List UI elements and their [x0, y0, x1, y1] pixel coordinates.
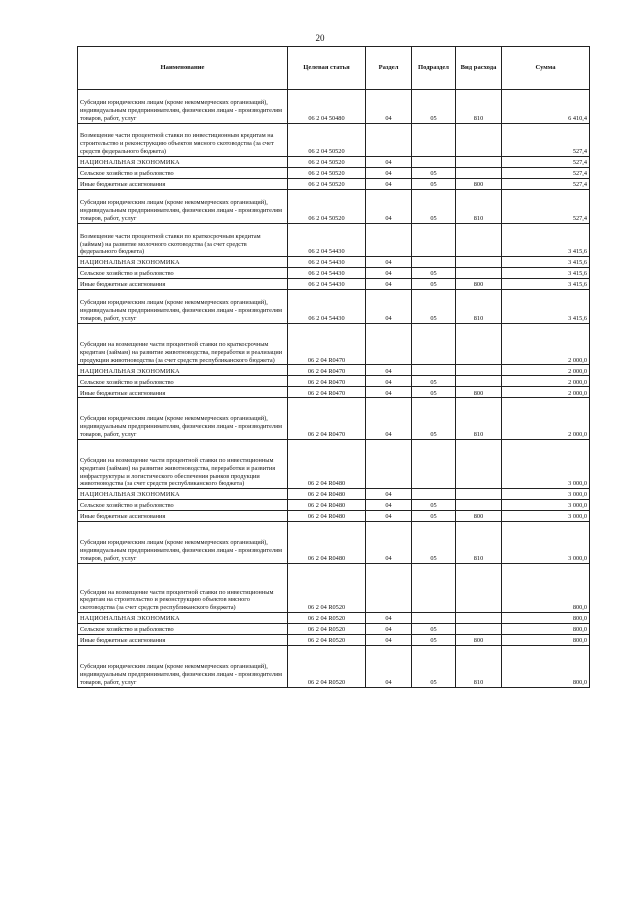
- page-number: 20: [315, 33, 325, 43]
- cell-sum: 3 415,6: [502, 279, 590, 290]
- cell-subsection: [412, 489, 456, 500]
- cell-name: Субсидии юридическим лицам (кроме некоммерческих организаций), индивидуальным предпринимателям, физическим лицам - производителям товаров, работ, услуг: [78, 522, 288, 564]
- cell-target: 06 2 04 R0480: [288, 500, 366, 511]
- cell-target: 06 2 04 R0480: [288, 511, 366, 522]
- table-row: [78, 323, 590, 365]
- cell-expense-type: [456, 223, 502, 257]
- cell-expense-type: [456, 268, 502, 279]
- cell-expense-type: 810: [456, 90, 502, 124]
- cell-name: НАЦИОНАЛЬНАЯ ЭКОНОМИКА: [78, 157, 288, 168]
- cell-target: 06 2 04 R0470: [288, 398, 366, 440]
- table-body: [78, 90, 590, 688]
- cell-sum: 2 000,0: [502, 365, 590, 376]
- cell-subsection: 05: [412, 376, 456, 387]
- cell-name: Субсидии юридическим лицам (кроме некоммерческих организаций), индивидуальным предпринимателям, физическим лицам - производителям товаров, работ, услуг: [78, 90, 288, 124]
- table-row: [78, 157, 590, 168]
- cell-expense-type: 810: [456, 522, 502, 564]
- cell-name: Субсидии на возмещение части процентной ставки по краткосрочным кредитам (займам) на развитие животноводства, переработки и реализации продукции животноводства (за счет средств республиканского бюджета): [78, 323, 288, 365]
- cell-name: НАЦИОНАЛЬНАЯ ЭКОНОМИКА: [78, 489, 288, 500]
- cell-expense-type: 800: [456, 387, 502, 398]
- cell-sum: 2 000,0: [502, 398, 590, 440]
- cell-expense-type: [456, 439, 502, 488]
- cell-target: 06 2 04 R0480: [288, 439, 366, 488]
- cell-target: 06 2 04 R0520: [288, 646, 366, 688]
- table-row: [78, 190, 590, 224]
- cell-sum: 3 000,0: [502, 500, 590, 511]
- cell-name: Субсидии юридическим лицам (кроме некоммерческих организаций), индивидуальным предпринимателям, физическим лицам - производителям товаров, работ, услуг: [78, 646, 288, 688]
- cell-subsection: [412, 365, 456, 376]
- cell-subsection: 05: [412, 268, 456, 279]
- cell-name: Иные бюджетные ассигнования: [78, 635, 288, 646]
- cell-name: Субсидии юридическим лицам (кроме некоммерческих организаций), индивидуальным предпринимателям, физическим лицам - производителям товаров, работ, услуг: [78, 190, 288, 224]
- cell-name: Возмещение части процентной ставки по краткосрочным кредитам (займам) на развитие молочного скотоводства (за счет средств федерального бюджета): [78, 223, 288, 257]
- cell-section: 04: [366, 489, 412, 500]
- cell-expense-type: 800: [456, 635, 502, 646]
- cell-section: 04: [366, 376, 412, 387]
- cell-subsection: [412, 257, 456, 268]
- cell-expense-type: [456, 365, 502, 376]
- cell-name: НАЦИОНАЛЬНАЯ ЭКОНОМИКА: [78, 613, 288, 624]
- cell-sum: 527,4: [502, 179, 590, 190]
- cell-sum: 800,0: [502, 635, 590, 646]
- cell-name: Возмещение части процентной ставки по инвестиционным кредитам на строительство и реконструкцию объектов мясного скотоводства (за счет средств федерального бюджета): [78, 123, 288, 157]
- table-row: [78, 522, 590, 564]
- cell-subsection: [412, 439, 456, 488]
- table-row: [78, 279, 590, 290]
- cell-sum: 6 410,4: [502, 90, 590, 124]
- cell-section: 04: [366, 522, 412, 564]
- cell-name: Сельское хозяйство и рыболовство: [78, 168, 288, 179]
- cell-subsection: 05: [412, 279, 456, 290]
- cell-name: НАЦИОНАЛЬНАЯ ЭКОНОМИКА: [78, 257, 288, 268]
- cell-target: 06 2 04 50520: [288, 123, 366, 157]
- cell-subsection: [412, 563, 456, 612]
- header-target: Целевая статья: [288, 47, 366, 90]
- cell-target: 06 2 04 R0470: [288, 365, 366, 376]
- cell-expense-type: 800: [456, 179, 502, 190]
- table-row: [78, 635, 590, 646]
- cell-target: 06 2 04 R0470: [288, 376, 366, 387]
- cell-sum: 800,0: [502, 613, 590, 624]
- cell-target: 06 2 04 R0480: [288, 489, 366, 500]
- cell-target: 06 2 04 50520: [288, 179, 366, 190]
- cell-section: 04: [366, 387, 412, 398]
- cell-section: 04: [366, 257, 412, 268]
- cell-expense-type: [456, 489, 502, 500]
- cell-target: 06 2 04 R0520: [288, 613, 366, 624]
- cell-subsection: 05: [412, 522, 456, 564]
- cell-subsection: 05: [412, 398, 456, 440]
- cell-target: 06 2 04 54430: [288, 290, 366, 324]
- cell-target: 06 2 04 54430: [288, 257, 366, 268]
- cell-sum: 527,4: [502, 157, 590, 168]
- table-row: [78, 387, 590, 398]
- cell-subsection: [412, 223, 456, 257]
- cell-subsection: [412, 613, 456, 624]
- cell-target: 06 2 04 50520: [288, 168, 366, 179]
- cell-name: Иные бюджетные ассигнования: [78, 511, 288, 522]
- cell-expense-type: [456, 563, 502, 612]
- cell-sum: 527,4: [502, 123, 590, 157]
- cell-target: 06 2 04 R0470: [288, 323, 366, 365]
- cell-sum: 2 000,0: [502, 323, 590, 365]
- table-row: [78, 365, 590, 376]
- header-subsection: Подраздел: [412, 47, 456, 90]
- cell-subsection: [412, 123, 456, 157]
- table-row: [78, 624, 590, 635]
- cell-name: Сельское хозяйство и рыболовство: [78, 376, 288, 387]
- table-row: [78, 613, 590, 624]
- cell-expense-type: [456, 376, 502, 387]
- cell-expense-type: [456, 157, 502, 168]
- cell-expense-type: 800: [456, 511, 502, 522]
- table-row: [78, 90, 590, 124]
- cell-sum: 800,0: [502, 563, 590, 612]
- cell-target: 06 2 04 R0520: [288, 635, 366, 646]
- cell-sum: 3 000,0: [502, 522, 590, 564]
- cell-target: 06 2 04 54430: [288, 279, 366, 290]
- cell-expense-type: [456, 613, 502, 624]
- cell-name: Сельское хозяйство и рыболовство: [78, 500, 288, 511]
- cell-section: 04: [366, 268, 412, 279]
- cell-section: 04: [366, 624, 412, 635]
- table-row: [78, 290, 590, 324]
- cell-target: 06 2 04 54430: [288, 223, 366, 257]
- table-row: [78, 179, 590, 190]
- cell-subsection: 05: [412, 168, 456, 179]
- cell-sum: 800,0: [502, 646, 590, 688]
- cell-expense-type: 810: [456, 646, 502, 688]
- cell-sum: 2 000,0: [502, 387, 590, 398]
- cell-target: 06 2 04 R0470: [288, 387, 366, 398]
- cell-section: 04: [366, 613, 412, 624]
- cell-name: Сельское хозяйство и рыболовство: [78, 624, 288, 635]
- table-row: [78, 376, 590, 387]
- cell-name: Субсидии на возмещение части процентной ставки по инвестиционным кредитам (займам) на развитие животноводства, переработки и развития инфраструктуры и логистического обеспечения рынков продукции животноводства (за счет средств республиканского бюджета): [78, 439, 288, 488]
- cell-section: 04: [366, 290, 412, 324]
- cell-sum: 3 000,0: [502, 489, 590, 500]
- cell-target: 06 2 04 54430: [288, 268, 366, 279]
- cell-expense-type: 800: [456, 279, 502, 290]
- cell-section: 04: [366, 279, 412, 290]
- cell-section: [366, 439, 412, 488]
- table-header-row: [78, 47, 590, 90]
- cell-sum: 527,4: [502, 190, 590, 224]
- cell-expense-type: 810: [456, 190, 502, 224]
- cell-subsection: 05: [412, 90, 456, 124]
- cell-name: Иные бюджетные ассигнования: [78, 387, 288, 398]
- cell-section: 04: [366, 168, 412, 179]
- cell-section: 04: [366, 635, 412, 646]
- header-sum: Сумма: [502, 47, 590, 90]
- cell-sum: 3 000,0: [502, 439, 590, 488]
- cell-target: 06 2 04 R0520: [288, 624, 366, 635]
- table-row: [78, 646, 590, 688]
- cell-sum: 3 000,0: [502, 511, 590, 522]
- table-row: [78, 563, 590, 612]
- cell-target: 06 2 04 R0520: [288, 563, 366, 612]
- cell-expense-type: [456, 500, 502, 511]
- cell-section: 04: [366, 511, 412, 522]
- header-section: Раздел: [366, 47, 412, 90]
- cell-section: 04: [366, 500, 412, 511]
- table-row: [78, 398, 590, 440]
- cell-expense-type: [456, 168, 502, 179]
- cell-subsection: 05: [412, 500, 456, 511]
- cell-name: НАЦИОНАЛЬНАЯ ЭКОНОМИКА: [78, 365, 288, 376]
- cell-subsection: 05: [412, 290, 456, 324]
- cell-subsection: 05: [412, 624, 456, 635]
- cell-expense-type: [456, 123, 502, 157]
- cell-name: Иные бюджетные ассигнования: [78, 279, 288, 290]
- cell-section: [366, 123, 412, 157]
- cell-sum: 527,4: [502, 168, 590, 179]
- table-row: [78, 489, 590, 500]
- cell-subsection: 05: [412, 387, 456, 398]
- cell-name: Субсидии юридическим лицам (кроме некоммерческих организаций), индивидуальным предпринимателям, физическим лицам - производителям товаров, работ, услуг: [78, 290, 288, 324]
- cell-sum: 3 415,6: [502, 257, 590, 268]
- table-row: [78, 511, 590, 522]
- cell-name: Субсидии на возмещение части процентной ставки по инвестиционным кредитам на строительство и реконструкцию объектов мясного скотоводства (за счет средств республиканского бюджета): [78, 563, 288, 612]
- cell-expense-type: [456, 323, 502, 365]
- cell-sum: 3 415,6: [502, 268, 590, 279]
- budget-table: [77, 46, 590, 688]
- cell-target: 06 2 04 50480: [288, 90, 366, 124]
- cell-expense-type: 810: [456, 398, 502, 440]
- cell-expense-type: 810: [456, 290, 502, 324]
- cell-section: 04: [366, 190, 412, 224]
- cell-section: 04: [366, 157, 412, 168]
- table-row: [78, 168, 590, 179]
- header-expense-type: Вид расхода: [456, 47, 502, 90]
- cell-section: 04: [366, 179, 412, 190]
- table-row: [78, 268, 590, 279]
- header-name: Наименование: [78, 47, 288, 90]
- cell-subsection: [412, 323, 456, 365]
- cell-sum: 3 415,6: [502, 223, 590, 257]
- cell-sum: 2 000,0: [502, 376, 590, 387]
- cell-section: 04: [366, 646, 412, 688]
- cell-expense-type: [456, 257, 502, 268]
- cell-target: 06 2 04 R0480: [288, 522, 366, 564]
- cell-sum: 3 415,6: [502, 290, 590, 324]
- table-row: [78, 223, 590, 257]
- cell-section: 04: [366, 398, 412, 440]
- cell-name: Субсидии юридическим лицам (кроме некоммерческих организаций), индивидуальным предпринимателям, физическим лицам - производителям товаров, работ, услуг: [78, 398, 288, 440]
- table-row: [78, 500, 590, 511]
- cell-section: [366, 563, 412, 612]
- cell-section: 04: [366, 365, 412, 376]
- cell-subsection: [412, 157, 456, 168]
- cell-subsection: 05: [412, 511, 456, 522]
- cell-target: 06 2 04 50520: [288, 157, 366, 168]
- table-row: [78, 257, 590, 268]
- cell-subsection: 05: [412, 635, 456, 646]
- cell-subsection: 05: [412, 190, 456, 224]
- cell-target: 06 2 04 50520: [288, 190, 366, 224]
- cell-section: [366, 323, 412, 365]
- cell-name: Сельское хозяйство и рыболовство: [78, 268, 288, 279]
- table-row: [78, 123, 590, 157]
- cell-subsection: 05: [412, 646, 456, 688]
- cell-sum: 800,0: [502, 624, 590, 635]
- cell-subsection: 05: [412, 179, 456, 190]
- cell-section: 04: [366, 90, 412, 124]
- cell-section: [366, 223, 412, 257]
- cell-name: Иные бюджетные ассигнования: [78, 179, 288, 190]
- cell-expense-type: [456, 624, 502, 635]
- table-row: [78, 439, 590, 488]
